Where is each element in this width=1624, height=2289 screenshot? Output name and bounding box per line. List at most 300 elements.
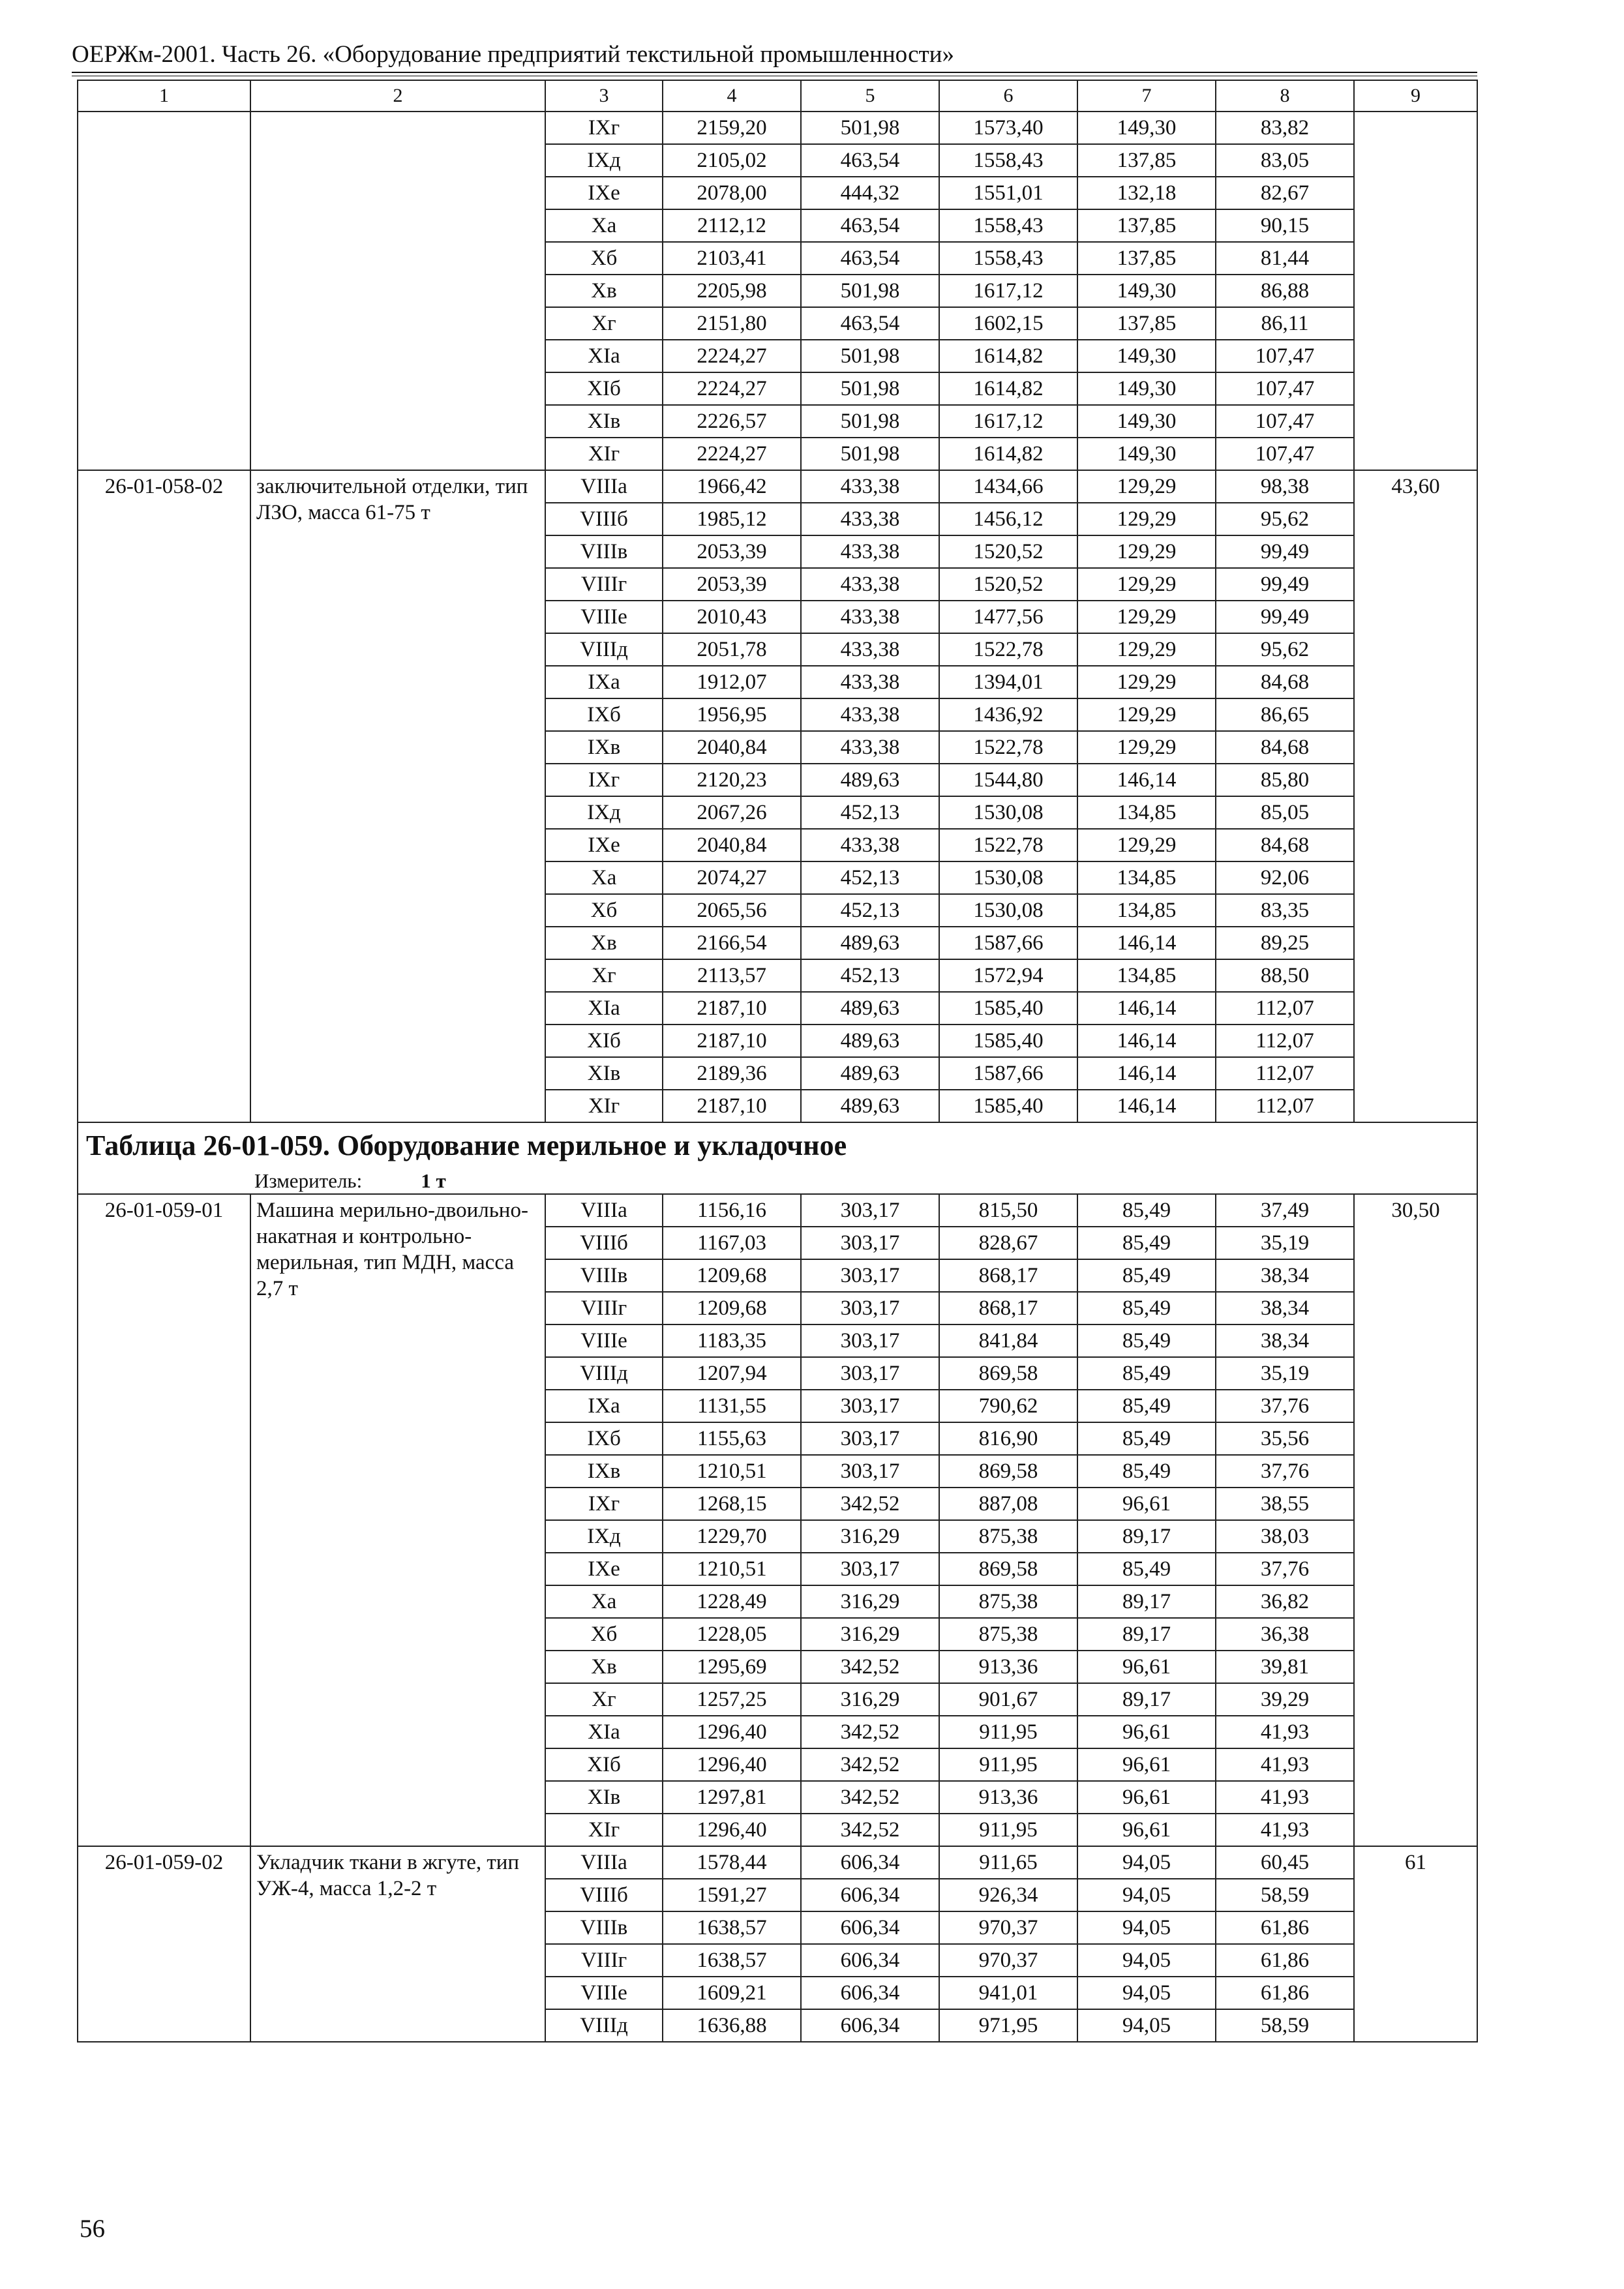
region-zone: Xа xyxy=(545,209,663,242)
total-cost: 1296,40 xyxy=(663,1748,801,1781)
item-description: заключительной отделки, тип ЛЗО, масса 61-75 т xyxy=(250,470,545,1122)
machine-cost: 1573,40 xyxy=(939,112,1077,144)
labor-hours: 43,60 xyxy=(1354,470,1477,1122)
machine-cost: 970,37 xyxy=(939,1944,1077,1977)
operator-wage: 89,17 xyxy=(1077,1618,1216,1651)
labor-cost: 433,38 xyxy=(801,470,939,503)
region-zone: VIIIа xyxy=(545,1194,663,1227)
materials-cost: 112,07 xyxy=(1216,992,1354,1025)
column-number: 7 xyxy=(1077,80,1216,112)
region-zone: VIIIб xyxy=(545,1879,663,1911)
machine-cost: 868,17 xyxy=(939,1292,1077,1324)
operator-wage: 85,49 xyxy=(1077,1324,1216,1357)
operator-wage: 137,85 xyxy=(1077,307,1216,340)
materials-cost: 85,80 xyxy=(1216,764,1354,796)
operator-wage: 85,49 xyxy=(1077,1455,1216,1488)
labor-cost: 501,98 xyxy=(801,112,939,144)
labor-cost: 606,34 xyxy=(801,1911,939,1944)
total-cost: 1155,63 xyxy=(663,1422,801,1455)
region-zone: IXд xyxy=(545,144,663,177)
machine-cost: 1558,43 xyxy=(939,242,1077,275)
labor-cost: 433,38 xyxy=(801,568,939,601)
operator-wage: 94,05 xyxy=(1077,2009,1216,2042)
labor-cost: 316,29 xyxy=(801,1683,939,1716)
total-cost: 1228,49 xyxy=(663,1585,801,1618)
total-cost: 1638,57 xyxy=(663,1944,801,1977)
region-zone: VIIIд xyxy=(545,633,663,666)
operator-wage: 85,49 xyxy=(1077,1227,1216,1259)
operator-wage: 137,85 xyxy=(1077,209,1216,242)
operator-wage: 149,30 xyxy=(1077,438,1216,470)
region-zone: Xа xyxy=(545,1585,663,1618)
machine-cost: 841,84 xyxy=(939,1324,1077,1357)
region-zone: XIб xyxy=(545,1025,663,1057)
operator-wage: 129,29 xyxy=(1077,568,1216,601)
total-cost: 1229,70 xyxy=(663,1520,801,1553)
labor-hours: 30,50 xyxy=(1354,1194,1477,1846)
header-rule xyxy=(72,72,1477,73)
labor-cost: 433,38 xyxy=(801,829,939,861)
machine-cost: 911,95 xyxy=(939,1716,1077,1748)
labor-cost: 433,38 xyxy=(801,633,939,666)
materials-cost: 84,68 xyxy=(1216,731,1354,764)
total-cost: 2113,57 xyxy=(663,959,801,992)
total-cost: 1297,81 xyxy=(663,1781,801,1814)
materials-cost: 84,68 xyxy=(1216,666,1354,698)
machine-cost: 1522,78 xyxy=(939,633,1077,666)
materials-cost: 35,56 xyxy=(1216,1422,1354,1455)
machine-cost: 1614,82 xyxy=(939,438,1077,470)
materials-cost: 37,49 xyxy=(1216,1194,1354,1227)
materials-cost: 107,47 xyxy=(1216,405,1354,438)
total-cost: 2224,27 xyxy=(663,340,801,372)
total-cost: 2120,23 xyxy=(663,764,801,796)
item-description: Машина мерильно-двоильно-накатная и контрольно-мерильная, тип МДН, масса 2,7 т xyxy=(250,1194,545,1846)
labor-cost: 452,13 xyxy=(801,959,939,992)
machine-cost: 1587,66 xyxy=(939,1057,1077,1090)
total-cost: 2105,02 xyxy=(663,144,801,177)
machine-cost: 971,95 xyxy=(939,2009,1077,2042)
region-zone: IXв xyxy=(545,731,663,764)
region-zone: Xв xyxy=(545,927,663,959)
measure-unit-label: Измеритель: xyxy=(254,1169,363,1192)
operator-wage: 85,49 xyxy=(1077,1553,1216,1585)
region-zone: VIIIг xyxy=(545,1292,663,1324)
machine-cost: 913,36 xyxy=(939,1781,1077,1814)
column-number: 6 xyxy=(939,80,1077,112)
labor-cost: 303,17 xyxy=(801,1390,939,1422)
total-cost: 2074,27 xyxy=(663,861,801,894)
machine-cost: 1551,01 xyxy=(939,177,1077,209)
labor-cost: 606,34 xyxy=(801,2009,939,2042)
operator-wage: 146,14 xyxy=(1077,1090,1216,1122)
labor-cost: 489,63 xyxy=(801,1090,939,1122)
page-number: 56 xyxy=(80,2215,105,2243)
region-zone: XIг xyxy=(545,438,663,470)
region-zone: IXа xyxy=(545,1390,663,1422)
operator-wage: 146,14 xyxy=(1077,764,1216,796)
total-cost: 2040,84 xyxy=(663,731,801,764)
operator-wage: 146,14 xyxy=(1077,1057,1216,1090)
total-cost: 1268,15 xyxy=(663,1488,801,1520)
operator-wage: 129,29 xyxy=(1077,535,1216,568)
total-cost: 1956,95 xyxy=(663,698,801,731)
machine-cost: 926,34 xyxy=(939,1879,1077,1911)
operator-wage: 96,61 xyxy=(1077,1781,1216,1814)
total-cost: 1156,16 xyxy=(663,1194,801,1227)
region-zone: VIIIе xyxy=(545,1324,663,1357)
operator-wage: 149,30 xyxy=(1077,340,1216,372)
region-zone: VIIIб xyxy=(545,1227,663,1259)
region-zone: IXв xyxy=(545,1455,663,1488)
region-zone: XIб xyxy=(545,372,663,405)
machine-cost: 1617,12 xyxy=(939,275,1077,307)
materials-cost: 37,76 xyxy=(1216,1553,1354,1585)
operator-wage: 129,29 xyxy=(1077,470,1216,503)
materials-cost: 86,88 xyxy=(1216,275,1354,307)
column-number: 9 xyxy=(1354,80,1477,112)
materials-cost: 107,47 xyxy=(1216,438,1354,470)
materials-cost: 84,68 xyxy=(1216,829,1354,861)
labor-cost: 501,98 xyxy=(801,372,939,405)
total-cost: 2187,10 xyxy=(663,1025,801,1057)
operator-wage: 85,49 xyxy=(1077,1292,1216,1324)
materials-cost: 86,11 xyxy=(1216,307,1354,340)
total-cost: 1912,07 xyxy=(663,666,801,698)
machine-cost: 1585,40 xyxy=(939,992,1077,1025)
region-zone: VIIIа xyxy=(545,1846,663,1879)
materials-cost: 41,93 xyxy=(1216,1748,1354,1781)
item-description: Укладчик ткани в жгуте, тип УЖ-4, масса 1,2-2 т xyxy=(250,1846,545,2042)
column-number: 3 xyxy=(545,80,663,112)
operator-wage: 85,49 xyxy=(1077,1259,1216,1292)
total-cost: 1257,25 xyxy=(663,1683,801,1716)
labor-cost: 303,17 xyxy=(801,1194,939,1227)
materials-cost: 85,05 xyxy=(1216,796,1354,829)
labor-cost: 433,38 xyxy=(801,535,939,568)
total-cost: 2151,80 xyxy=(663,307,801,340)
region-zone: IXг xyxy=(545,112,663,144)
total-cost: 2224,27 xyxy=(663,438,801,470)
operator-wage: 96,61 xyxy=(1077,1716,1216,1748)
region-zone: XIг xyxy=(545,1814,663,1846)
operator-wage: 129,29 xyxy=(1077,601,1216,633)
labor-cost: 463,54 xyxy=(801,144,939,177)
table-row xyxy=(78,1846,1477,1879)
labor-cost: 342,52 xyxy=(801,1651,939,1683)
materials-cost: 39,81 xyxy=(1216,1651,1354,1683)
machine-cost: 911,95 xyxy=(939,1748,1077,1781)
column-numbers-row xyxy=(78,80,1477,112)
region-zone: IXд xyxy=(545,1520,663,1553)
total-cost: 2159,20 xyxy=(663,112,801,144)
materials-cost: 41,93 xyxy=(1216,1716,1354,1748)
region-zone: XIв xyxy=(545,405,663,438)
region-zone: Xг xyxy=(545,307,663,340)
labor-cost: 463,54 xyxy=(801,209,939,242)
region-zone: XIа xyxy=(545,340,663,372)
total-cost: 1183,35 xyxy=(663,1324,801,1357)
materials-cost: 35,19 xyxy=(1216,1227,1354,1259)
total-cost: 1636,88 xyxy=(663,2009,801,2042)
operator-wage: 129,29 xyxy=(1077,731,1216,764)
total-cost: 1207,94 xyxy=(663,1357,801,1390)
total-cost: 2187,10 xyxy=(663,992,801,1025)
machine-cost: 875,38 xyxy=(939,1585,1077,1618)
column-number: 8 xyxy=(1216,80,1354,112)
labor-cost: 316,29 xyxy=(801,1520,939,1553)
region-zone: VIIIд xyxy=(545,2009,663,2042)
labor-cost: 489,63 xyxy=(801,927,939,959)
machine-cost: 911,65 xyxy=(939,1846,1077,1879)
labor-cost: 452,13 xyxy=(801,861,939,894)
labor-cost: 342,52 xyxy=(801,1488,939,1520)
operator-wage: 85,49 xyxy=(1077,1194,1216,1227)
total-cost: 2067,26 xyxy=(663,796,801,829)
machine-cost: 1558,43 xyxy=(939,209,1077,242)
operator-wage: 96,61 xyxy=(1077,1748,1216,1781)
materials-cost: 107,47 xyxy=(1216,372,1354,405)
materials-cost: 81,44 xyxy=(1216,242,1354,275)
region-zone: IXе xyxy=(545,829,663,861)
labor-hours xyxy=(1354,112,1477,470)
machine-cost: 1544,80 xyxy=(939,764,1077,796)
operator-wage: 96,61 xyxy=(1077,1488,1216,1520)
total-cost: 1167,03 xyxy=(663,1227,801,1259)
labor-cost: 433,38 xyxy=(801,503,939,535)
labor-cost: 463,54 xyxy=(801,242,939,275)
labor-cost: 606,34 xyxy=(801,1944,939,1977)
total-cost: 2166,54 xyxy=(663,927,801,959)
materials-cost: 107,47 xyxy=(1216,340,1354,372)
machine-cost: 911,95 xyxy=(939,1814,1077,1846)
total-cost: 2112,12 xyxy=(663,209,801,242)
labor-cost: 303,17 xyxy=(801,1455,939,1488)
item-code: 26-01-059-01 xyxy=(78,1194,250,1846)
rates-table xyxy=(77,80,1478,2042)
labor-cost: 501,98 xyxy=(801,438,939,470)
operator-wage: 146,14 xyxy=(1077,927,1216,959)
machine-cost: 1394,01 xyxy=(939,666,1077,698)
machine-cost: 875,38 xyxy=(939,1520,1077,1553)
total-cost: 1638,57 xyxy=(663,1911,801,1944)
operator-wage: 134,85 xyxy=(1077,796,1216,829)
operator-wage: 94,05 xyxy=(1077,1944,1216,1977)
table-row xyxy=(78,112,1477,144)
operator-wage: 137,85 xyxy=(1077,144,1216,177)
materials-cost: 112,07 xyxy=(1216,1025,1354,1057)
total-cost: 2053,39 xyxy=(663,535,801,568)
materials-cost: 99,49 xyxy=(1216,601,1354,633)
region-zone: IXа xyxy=(545,666,663,698)
table-row xyxy=(78,1194,1477,1227)
machine-cost: 1614,82 xyxy=(939,372,1077,405)
region-zone: Xб xyxy=(545,242,663,275)
labor-cost: 303,17 xyxy=(801,1227,939,1259)
machine-cost: 1558,43 xyxy=(939,144,1077,177)
materials-cost: 95,62 xyxy=(1216,633,1354,666)
region-zone: Xа xyxy=(545,861,663,894)
materials-cost: 58,59 xyxy=(1216,1879,1354,1911)
labor-cost: 489,63 xyxy=(801,1057,939,1090)
machine-cost: 1522,78 xyxy=(939,829,1077,861)
operator-wage: 134,85 xyxy=(1077,959,1216,992)
machine-cost: 816,90 xyxy=(939,1422,1077,1455)
region-zone: Xв xyxy=(545,275,663,307)
item-code: 26-01-058-02 xyxy=(78,470,250,1122)
operator-wage: 149,30 xyxy=(1077,372,1216,405)
total-cost: 2010,43 xyxy=(663,601,801,633)
operator-wage: 149,30 xyxy=(1077,405,1216,438)
operator-wage: 94,05 xyxy=(1077,1911,1216,1944)
materials-cost: 38,34 xyxy=(1216,1324,1354,1357)
labor-cost: 433,38 xyxy=(801,698,939,731)
labor-cost: 433,38 xyxy=(801,601,939,633)
region-zone: IXд xyxy=(545,796,663,829)
region-zone: IXе xyxy=(545,1553,663,1585)
operator-wage: 129,29 xyxy=(1077,698,1216,731)
materials-cost: 112,07 xyxy=(1216,1057,1354,1090)
operator-wage: 129,29 xyxy=(1077,829,1216,861)
total-cost: 1296,40 xyxy=(663,1716,801,1748)
materials-cost: 61,86 xyxy=(1216,1944,1354,1977)
labor-cost: 303,17 xyxy=(801,1292,939,1324)
operator-wage: 94,05 xyxy=(1077,1846,1216,1879)
measure-unit-value: 1 т xyxy=(421,1169,446,1192)
labor-cost: 433,38 xyxy=(801,731,939,764)
total-cost: 2078,00 xyxy=(663,177,801,209)
total-cost: 1296,40 xyxy=(663,1814,801,1846)
materials-cost: 37,76 xyxy=(1216,1390,1354,1422)
region-zone: VIIIв xyxy=(545,1259,663,1292)
labor-hours: 61 xyxy=(1354,1846,1477,2042)
machine-cost: 828,67 xyxy=(939,1227,1077,1259)
operator-wage: 96,61 xyxy=(1077,1651,1216,1683)
total-cost: 1985,12 xyxy=(663,503,801,535)
total-cost: 1131,55 xyxy=(663,1390,801,1422)
materials-cost: 89,25 xyxy=(1216,927,1354,959)
labor-cost: 303,17 xyxy=(801,1422,939,1455)
labor-cost: 463,54 xyxy=(801,307,939,340)
total-cost: 2189,36 xyxy=(663,1057,801,1090)
total-cost: 1209,68 xyxy=(663,1292,801,1324)
machine-cost: 1520,52 xyxy=(939,568,1077,601)
item-code: 26-01-059-02 xyxy=(78,1846,250,2042)
machine-cost: 1585,40 xyxy=(939,1090,1077,1122)
operator-wage: 134,85 xyxy=(1077,894,1216,927)
operator-wage: 149,30 xyxy=(1077,112,1216,144)
labor-cost: 606,34 xyxy=(801,1977,939,2009)
materials-cost: 39,29 xyxy=(1216,1683,1354,1716)
labor-cost: 501,98 xyxy=(801,340,939,372)
operator-wage: 132,18 xyxy=(1077,177,1216,209)
operator-wage: 146,14 xyxy=(1077,1025,1216,1057)
machine-cost: 869,58 xyxy=(939,1357,1077,1390)
region-zone: IXг xyxy=(545,1488,663,1520)
materials-cost: 38,55 xyxy=(1216,1488,1354,1520)
region-zone: IXг xyxy=(545,764,663,796)
materials-cost: 83,82 xyxy=(1216,112,1354,144)
region-zone: XIв xyxy=(545,1781,663,1814)
region-zone: VIIIг xyxy=(545,568,663,601)
region-zone: VIIIа xyxy=(545,470,663,503)
labor-cost: 342,52 xyxy=(801,1781,939,1814)
materials-cost: 99,49 xyxy=(1216,535,1354,568)
labor-cost: 433,38 xyxy=(801,666,939,698)
total-cost: 2226,57 xyxy=(663,405,801,438)
column-number: 5 xyxy=(801,80,939,112)
machine-cost: 1572,94 xyxy=(939,959,1077,992)
total-cost: 1209,68 xyxy=(663,1259,801,1292)
machine-cost: 1530,08 xyxy=(939,796,1077,829)
machine-cost: 913,36 xyxy=(939,1651,1077,1683)
materials-cost: 92,06 xyxy=(1216,861,1354,894)
region-zone: VIIIб xyxy=(545,503,663,535)
machine-cost: 1587,66 xyxy=(939,927,1077,959)
region-zone: IXб xyxy=(545,698,663,731)
materials-cost: 95,62 xyxy=(1216,503,1354,535)
document-header: ОЕРЖм-2001. Часть 26. «Оборудование предприятий текстильной промышленности» xyxy=(72,41,954,68)
materials-cost: 83,05 xyxy=(1216,144,1354,177)
region-zone: Xб xyxy=(545,894,663,927)
machine-cost: 941,01 xyxy=(939,1977,1077,2009)
total-cost: 1609,21 xyxy=(663,1977,801,2009)
operator-wage: 129,29 xyxy=(1077,503,1216,535)
total-cost: 2053,39 xyxy=(663,568,801,601)
materials-cost: 37,76 xyxy=(1216,1455,1354,1488)
total-cost: 2224,27 xyxy=(663,372,801,405)
operator-wage: 94,05 xyxy=(1077,1977,1216,2009)
region-zone: IXб xyxy=(545,1422,663,1455)
region-zone: XIг xyxy=(545,1090,663,1122)
total-cost: 1591,27 xyxy=(663,1879,801,1911)
region-zone: Xв xyxy=(545,1651,663,1683)
labor-cost: 489,63 xyxy=(801,1025,939,1057)
total-cost: 2103,41 xyxy=(663,242,801,275)
total-cost: 2051,78 xyxy=(663,633,801,666)
materials-cost: 86,65 xyxy=(1216,698,1354,731)
machine-cost: 901,67 xyxy=(939,1683,1077,1716)
machine-cost: 875,38 xyxy=(939,1618,1077,1651)
operator-wage: 129,29 xyxy=(1077,666,1216,698)
machine-cost: 1617,12 xyxy=(939,405,1077,438)
materials-cost: 82,67 xyxy=(1216,177,1354,209)
labor-cost: 489,63 xyxy=(801,992,939,1025)
region-zone: XIа xyxy=(545,992,663,1025)
operator-wage: 146,14 xyxy=(1077,992,1216,1025)
materials-cost: 90,15 xyxy=(1216,209,1354,242)
machine-cost: 1602,15 xyxy=(939,307,1077,340)
region-zone: VIIIг xyxy=(545,1944,663,1977)
region-zone: VIIIв xyxy=(545,1911,663,1944)
operator-wage: 134,85 xyxy=(1077,861,1216,894)
materials-cost: 38,34 xyxy=(1216,1292,1354,1324)
labor-cost: 452,13 xyxy=(801,796,939,829)
machine-cost: 1434,66 xyxy=(939,470,1077,503)
materials-cost: 58,59 xyxy=(1216,2009,1354,2042)
materials-cost: 83,35 xyxy=(1216,894,1354,927)
machine-cost: 1477,56 xyxy=(939,601,1077,633)
region-zone: Xг xyxy=(545,959,663,992)
region-zone: XIб xyxy=(545,1748,663,1781)
operator-wage: 85,49 xyxy=(1077,1357,1216,1390)
table-title-row xyxy=(78,1122,1477,1168)
materials-cost: 99,49 xyxy=(1216,568,1354,601)
table-row xyxy=(78,470,1477,503)
machine-cost: 869,58 xyxy=(939,1553,1077,1585)
operator-wage: 89,17 xyxy=(1077,1683,1216,1716)
machine-cost: 869,58 xyxy=(939,1455,1077,1488)
